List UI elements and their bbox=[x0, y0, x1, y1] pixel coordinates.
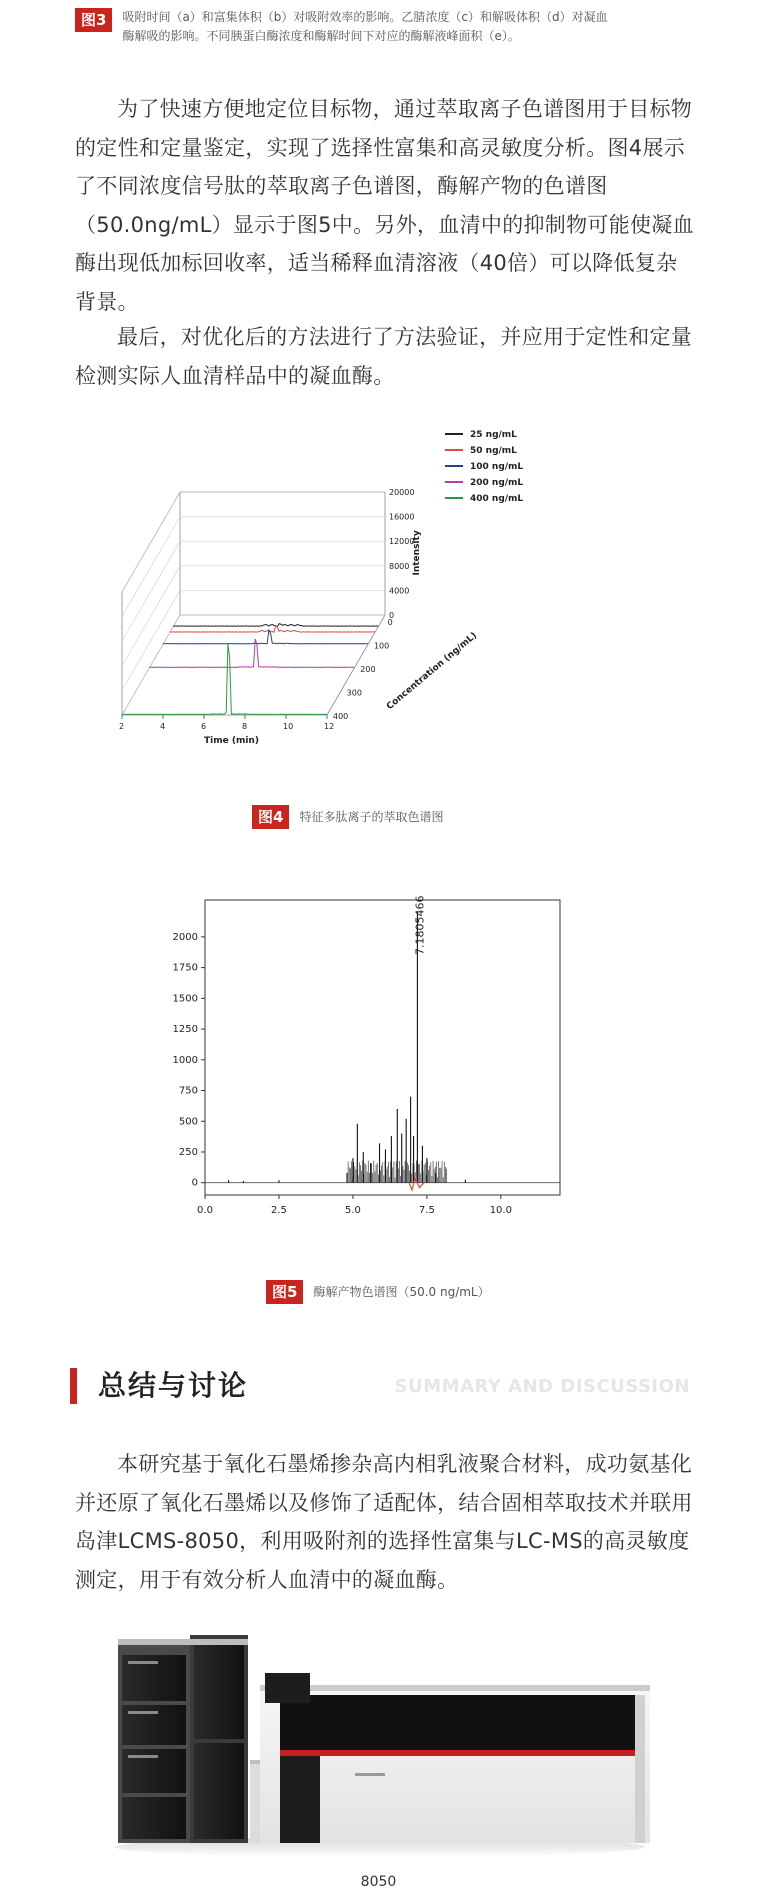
lcms-instrument-illustration bbox=[110, 1625, 655, 1860]
fig4-y-axis-label: Intensity bbox=[412, 530, 422, 576]
fig4-caption-row bbox=[252, 805, 443, 829]
fig5-x-tick-label: 10.0 bbox=[489, 1205, 512, 1216]
fig5-y-tick-label: 1250 bbox=[172, 1024, 198, 1036]
fig4-gridline bbox=[122, 517, 180, 617]
fig5-y-tick-label: 1500 bbox=[172, 993, 198, 1005]
fig5-y-tick-label: 2000 bbox=[172, 931, 198, 943]
fig4-x-tick-label: 6 bbox=[201, 722, 207, 731]
lcms-instrument-image bbox=[110, 1625, 655, 1860]
fig4-y-tick-label: 12000 bbox=[389, 537, 415, 547]
fig4-legend-label: 100 ng/mL bbox=[470, 462, 524, 472]
fig5-x-tick-label: 2.5 bbox=[271, 1205, 287, 1216]
fig3-caption-row bbox=[75, 8, 608, 46]
fig4-legend-label: 25 ng/mL bbox=[470, 430, 517, 440]
fig4-x-tick-label: 4 bbox=[160, 722, 166, 731]
fig5-x-tick-label: 5.0 bbox=[344, 1205, 361, 1216]
fig5-x-tick-label: 7.5 bbox=[418, 1205, 435, 1216]
fig4-z-tick-label: 100 bbox=[373, 641, 390, 651]
section-title-english: SUMMARY AND DISCUSSION bbox=[394, 1376, 690, 1397]
fig5-chart bbox=[160, 880, 580, 1240]
fig4-caption: 特征多肽离子的萃取色谱图 bbox=[299, 809, 444, 824]
section-title: 总结与讨论 bbox=[98, 1369, 249, 1402]
paragraph-2: 最后，对优化后的方法进行了方法验证，并应用于定性和定量检测实际人血清样品中的凝血酶。 bbox=[75, 325, 693, 388]
fig4-z-tick-label: 0 bbox=[387, 617, 393, 627]
paragraph-1: 为了快速方便地定位目标物，通过萃取离子色谱图用于目标物的定性和定量鉴定，实现了选择性富集和高灵敏度分析。图4展示了不同浓度信号肽的萃取离子色谱图，酶解产物的色谱图（50.0ng/mL）显示于图5中。另外，血清中的抑制物可能使凝血酶出现低加标回收率，适当稀释血清溶液（40倍）可以降低复杂背景。 bbox=[75, 97, 694, 314]
fig5-peak-annotation: 7.1805466 bbox=[413, 895, 427, 955]
fig4-z-tick-label: 300 bbox=[346, 688, 362, 698]
fig4-x-tick-label: 8 bbox=[242, 722, 248, 731]
fig4-frame-line bbox=[327, 615, 385, 715]
fig5-y-tick-label: 750 bbox=[178, 1085, 198, 1097]
fig3-caption-line1: 吸附时间（a）和富集体积（b）对吸附效率的影响。乙腈浓度（c）和解吸体积（d）对凝血 bbox=[122, 10, 608, 24]
fig4-gridline bbox=[122, 615, 180, 715]
fig5-plot bbox=[173, 896, 560, 1217]
fig3-caption bbox=[122, 8, 607, 46]
fig4-z-axis-label: Concentration (ng/mL) bbox=[384, 630, 480, 713]
fig3-badge: 图3 bbox=[75, 8, 112, 32]
fig4-x-axis-label: Time (min) bbox=[204, 736, 259, 746]
section-accent-bar bbox=[70, 1368, 77, 1404]
fig4-y-tick-label: 4000 bbox=[389, 586, 410, 596]
fig5-y-tick-label: 500 bbox=[178, 1116, 198, 1128]
fig4-legend-label: 50 ng/mL bbox=[470, 446, 517, 456]
fig4-chart-svg bbox=[120, 420, 640, 760]
fig4-gridline bbox=[122, 590, 180, 690]
fig4-chart bbox=[120, 420, 640, 760]
fig4-z-tick-label: 400 bbox=[333, 712, 349, 721]
fig4-y-tick-label: 20000 bbox=[389, 488, 415, 497]
fig4-legend bbox=[445, 430, 523, 504]
fig5-plot-frame bbox=[205, 900, 560, 1195]
fig4-legend-label: 400 ng/mL bbox=[470, 494, 524, 504]
fig4-y-tick-label: 16000 bbox=[389, 512, 415, 522]
fig4-badge: 图4 bbox=[252, 805, 289, 829]
fig4-gridline bbox=[122, 541, 180, 641]
fig5-y-tick-label: 1000 bbox=[172, 1054, 198, 1066]
fig4-series-line bbox=[122, 644, 327, 715]
instrument-model-label: 8050 bbox=[360, 1874, 397, 1890]
fig5-y-tick-label: 0 bbox=[191, 1177, 198, 1189]
fig5-chart-svg bbox=[160, 880, 580, 1240]
fig4-x-tick-label: 12 bbox=[324, 722, 335, 731]
fig5-y-tick-label: 1750 bbox=[172, 962, 198, 974]
fig4-z-tick-label: 200 bbox=[360, 664, 376, 674]
fig4-gridline bbox=[122, 566, 180, 666]
section-heading bbox=[70, 1362, 690, 1412]
fig4-x-tick-label: 2 bbox=[119, 722, 125, 731]
fig4-plot bbox=[119, 488, 479, 746]
fig4-x-tick-label: 10 bbox=[283, 722, 294, 731]
fig5-caption: 酶解产物色谱图（50.0 ng/mL） bbox=[313, 1284, 490, 1299]
paragraph-3: 本研究基于氧化石墨烯掺杂高内相乳液聚合材料，成功氨基化并还原了氧化石墨烯以及修饰了适配体，结合固相萃取技术并联用岛津LCMS-8050，利用吸附剂的选择性富集与LC-MS的高灵敏度测定，用于有效分析人血清中的凝血酶。 bbox=[75, 1452, 693, 1592]
fig5-x-tick-label: 0.0 bbox=[197, 1205, 213, 1216]
fig4-y-tick-label: 8000 bbox=[389, 561, 410, 571]
fig4-legend-label: 200 ng/mL bbox=[470, 478, 524, 488]
fig5-badge: 图5 bbox=[266, 1280, 303, 1304]
fig5-y-tick-label: 250 bbox=[178, 1146, 198, 1158]
fig4-gridline bbox=[122, 492, 180, 592]
fig5-caption-row bbox=[266, 1280, 490, 1304]
fig3-caption-line2: 酶解吸的影响。不同胰蛋白酶浓度和酶解时间下对应的酶解液峰面积（e）。 bbox=[122, 29, 520, 43]
fig4-y-tick-label: 0 bbox=[389, 611, 395, 620]
